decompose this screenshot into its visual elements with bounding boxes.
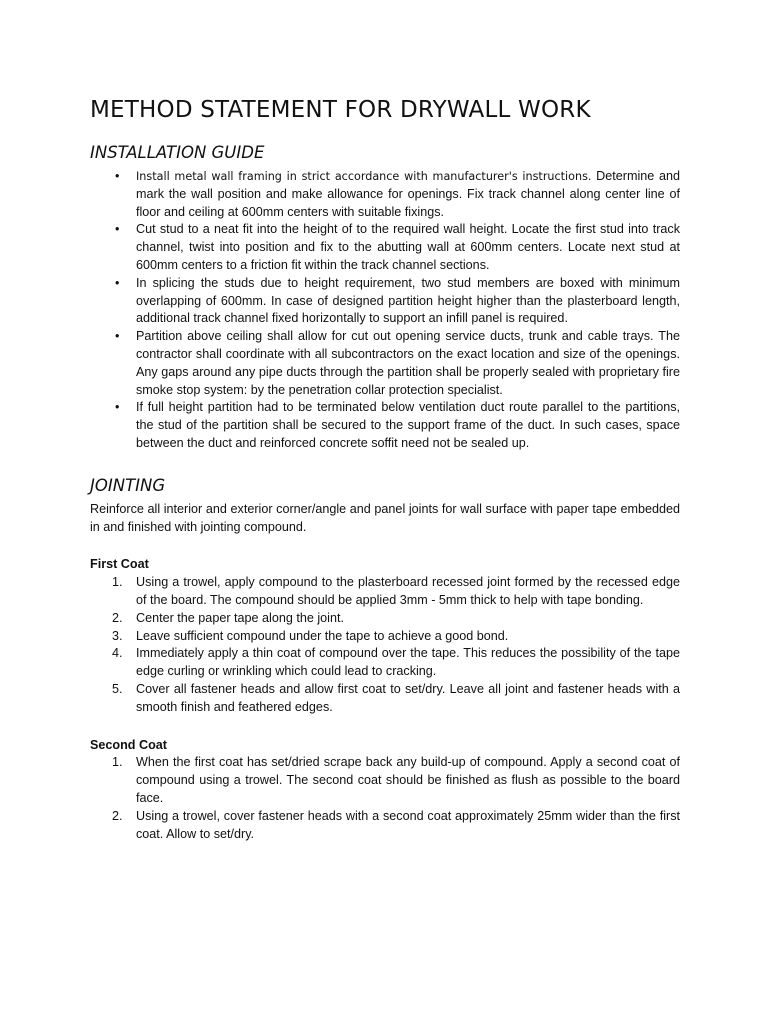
- list-number: 3.: [112, 628, 123, 643]
- list-item-text: When the first coat has set/dried scrape back any build-up of compound. Apply a second coat of compound using a trowel. The second coat should be finished as flush as possible to the board face.: [136, 755, 680, 805]
- list-number: 1.: [112, 755, 123, 770]
- list-item: [90, 628, 680, 646]
- installation-bullet-list: [90, 168, 680, 453]
- bullet-text: In splicing the studs due to height requirement, two stud members are boxed with minimum overlapping of 600mm. In case of designed partition height higher than the plasterboard length, additional track channel fixed horizontally to support an infill panel is required.: [136, 275, 680, 326]
- second-coat-heading: Second Coat: [90, 737, 167, 752]
- bullet-icon: •: [115, 329, 120, 344]
- list-number: 2.: [112, 808, 123, 823]
- list-item-text: Using a trowel, apply compound to the plasterboard recessed joint formed by the recessed edge of the board. The compound should be applied 3mm - 5mm thick to help with tape bonding.: [136, 575, 680, 607]
- bullet-text: Cut stud to a neat fit into the height of to the required wall height. Locate the first stud into track channel, twist into position and fix to the abutting wall at 600mm centers. Locate next stud at 600mm centers to a friction fit within the track channel sections.: [136, 222, 680, 272]
- bullet-text: Determine and mark the wall position and make allowance for openings. Fix track channel along center line of floor and ceiling at 600mm centers with suitable fixings.: [136, 169, 680, 219]
- list-item-text: Cover all fastener heads and allow first coat to set/dry. Leave all joint and fastener heads with a smooth finish and feathered edges.: [136, 681, 680, 714]
- document-title: METHOD STATEMENT FOR DRYWALL WORK: [90, 97, 591, 123]
- bullet-icon: •: [115, 275, 120, 290]
- list-item-text: Center the paper tape along the joint.: [136, 610, 344, 625]
- installation-guide-heading: INSTALLATION GUIDE: [90, 143, 265, 162]
- list-number: 1.: [112, 575, 123, 590]
- list-item-text: Using a trowel, cover fastener heads with a second coat approximately 25mm wider than the first coat. Allow to set/dry.: [136, 808, 680, 841]
- bullet-icon: •: [115, 222, 120, 237]
- list-item: [90, 610, 680, 628]
- list-item: [90, 808, 680, 844]
- list-item: [90, 754, 680, 807]
- list-item: [90, 681, 680, 717]
- bullet-item: [90, 168, 680, 221]
- list-number: 4.: [112, 646, 123, 661]
- list-item: [90, 574, 680, 610]
- bullet-text: If full height partition had to be terminated below ventilation duct route parallel to the partitions, the stud of the partition shall be secured to the support frame of the duct. In such cases, space between the duct and reinforced concrete soffit need not be sealed up.: [136, 400, 680, 450]
- second-coat-list: [90, 754, 680, 843]
- bullet-item: [90, 399, 680, 452]
- list-number: 2.: [112, 610, 123, 625]
- jointing-intro: Reinforce all interior and exterior corner/angle and panel joints for wall surface with paper tape embedded in and finished with jointing compound.: [90, 501, 680, 534]
- bullet-icon: •: [115, 400, 120, 415]
- jointing-heading: JOINTING: [90, 475, 166, 495]
- bullet-lead-text: Install metal wall framing in strict accordance with manufacturer's instructions.: [136, 170, 592, 183]
- list-number: 5.: [112, 681, 123, 696]
- list-item-text: Immediately apply a thin coat of compound over the tape. This reduces the possibility of the tape edge curling or wrinkling which could lead to cracking.: [136, 646, 680, 679]
- bullet-icon: •: [115, 169, 120, 183]
- document-page: [90, 94, 680, 843]
- bullet-item: [90, 221, 680, 274]
- bullet-item: [90, 275, 680, 328]
- first-coat-heading: First Coat: [90, 557, 149, 572]
- list-item-text: Leave sufficient compound under the tape to achieve a good bond.: [136, 628, 509, 643]
- first-coat-list: [90, 574, 680, 716]
- bullet-item: [90, 328, 680, 399]
- list-item: [90, 645, 680, 681]
- bullet-text: Partition above ceiling shall allow for cut out opening service ducts, trunk and cable trays. The contractor shall coordinate with all subcontractors on the exact location and size of the openings. Any gaps around any pipe ducts through the partition shall be properly sealed with proprietary fire smoke stop system: by the penetration collar protection specialist.: [136, 329, 680, 397]
